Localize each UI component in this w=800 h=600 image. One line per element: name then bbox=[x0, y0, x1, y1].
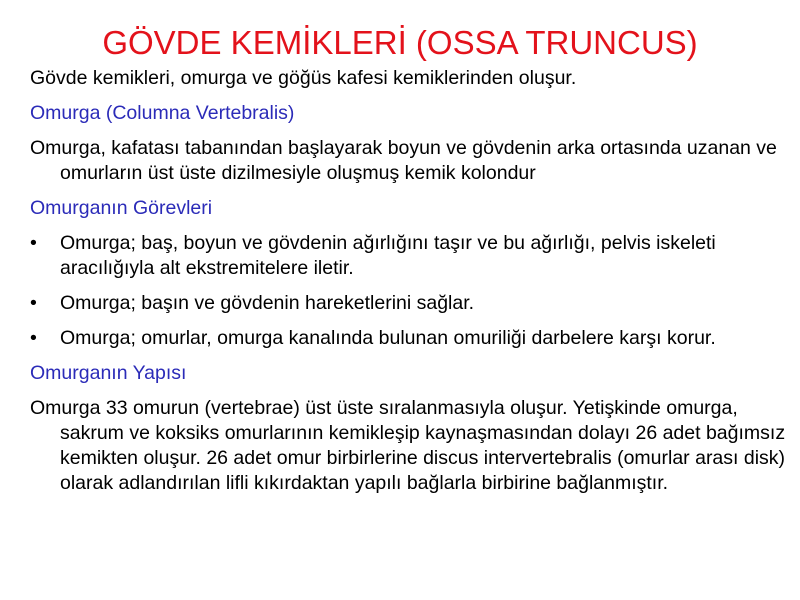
section-heading-yapi: Omurganın Yapısı bbox=[30, 362, 187, 384]
omurga-structure-paragraph: Omurga 33 omurun (vertebrae) üst üste sıralanmasıyla oluşur. Yetişkinde omurga, sakrum ve koksiks omurlarının kemikleşip kaynaşmasından dolayı 26 adet bağımsız kemikten oluşur. 26 adet omur birbirlerine discus intervertebralis (omurlar arası disk) olarak adlandırılan lifli kıkırdaktan yapılı bağlarla birbirine bağlanmıştır. bbox=[30, 397, 786, 494]
bullet-item bbox=[30, 231, 790, 281]
bullet-text: Omurga; baş, boyun ve gövdenin ağırlığını taşır ve bu ağırlığı, pelvis iskeleti aracılığıyla alt ekstremitelere iletir. bbox=[60, 232, 716, 279]
section-heading-omurga: Omurga (Columna Vertebralis) bbox=[30, 102, 295, 124]
slide-body bbox=[30, 66, 790, 506]
bullet-text: Omurga; omurlar, omurga kanalında bulunan omuriliği darbelere karşı korur. bbox=[60, 327, 716, 349]
omurga-definition-paragraph: Omurga, kafatası tabanından başlayarak boyun ve gövdenin arka ortasında uzanan ve omurların üst üste dizilmesiyle oluşmuş kemik kolondur bbox=[30, 137, 777, 184]
bullet-item bbox=[30, 291, 790, 316]
slide-title: GÖVDE KEMİKLERİ (OSSA TRUNCUS) bbox=[102, 24, 698, 61]
bullet-text: Omurga; başın ve gövdenin hareketlerini sağlar. bbox=[60, 292, 475, 314]
section-heading-gorevler: Omurganın Görevleri bbox=[30, 197, 213, 219]
bullet-icon: • bbox=[30, 232, 37, 254]
bullet-icon: • bbox=[30, 292, 37, 314]
bullet-icon: • bbox=[30, 327, 37, 349]
intro-paragraph: Gövde kemikleri, omurga ve göğüs kafesi kemiklerinden oluşur. bbox=[30, 67, 577, 89]
bullet-item bbox=[30, 326, 790, 351]
